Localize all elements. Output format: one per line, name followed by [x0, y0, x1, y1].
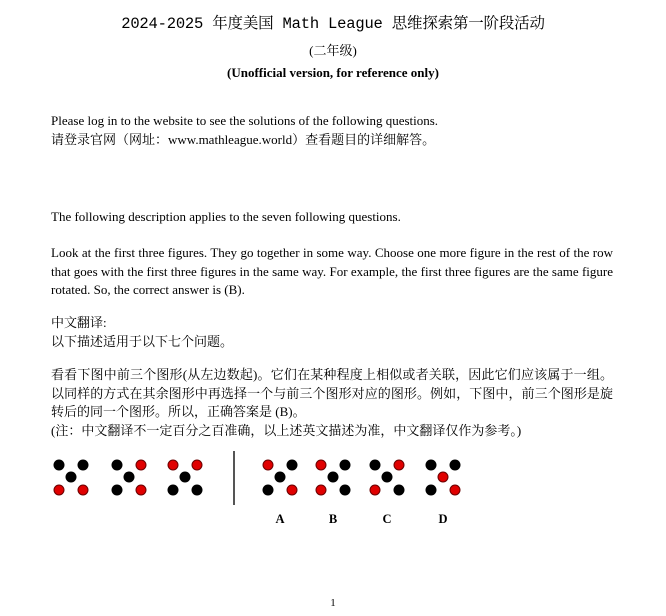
option-label-a: A: [275, 512, 285, 526]
cn-applies-to-text: 以下描述适用于以下七个问题。: [51, 333, 234, 349]
red-dot: [316, 460, 327, 471]
page-number: 1: [330, 597, 336, 609]
figure-separator: [233, 451, 235, 505]
black-dot: [287, 460, 298, 471]
example-figures-row: [0, 440, 666, 540]
red-dot: [168, 460, 179, 471]
black-dot: [180, 472, 191, 483]
black-dot: [112, 460, 123, 471]
red-dot: [316, 485, 327, 496]
black-dot: [112, 485, 123, 496]
applies-to-text: The following description applies to the seven following questions.: [51, 209, 401, 224]
red-dot: [136, 460, 147, 471]
black-dot: [78, 460, 89, 471]
black-dot: [168, 485, 179, 496]
black-dot: [450, 460, 461, 471]
red-dot: [370, 485, 381, 496]
instructions-english: Look at the first three figures. They go together in some way. Choose one more figure in the rest of the row that goes with the first three figures in the same way. For example, the first three figures are the same figure rotated. So, the correct answer is (B).: [51, 245, 613, 297]
translation-block: [51, 314, 613, 351]
red-dot: [263, 460, 274, 471]
option-label-d: D: [438, 512, 448, 526]
black-dot: [340, 485, 351, 496]
black-dot: [275, 472, 286, 483]
black-dot: [328, 472, 339, 483]
black-dot: [426, 460, 437, 471]
black-dot: [382, 472, 393, 483]
instructions-chinese: 看看下图中前三个图形(从左边数起)。它们在某种程度上相似或者关联，因此它们应该属于一组。以同样的方式在其余图形中再选择一个与前三个图形对应的图形。例如，下图中，前三个图形是旋转后的同一个图形。所以，正确答案是 (B)。: [51, 367, 613, 419]
translation-disclaimer: (注：中文翻译不一定百分之百准确，以上述英文描述为准，中文翻译仅作为参考。): [51, 422, 522, 438]
red-dot: [394, 460, 405, 471]
red-dot: [438, 472, 449, 483]
red-dot: [450, 485, 461, 496]
black-dot: [426, 485, 437, 496]
black-dot: [263, 485, 274, 496]
black-dot: [340, 460, 351, 471]
black-dot: [66, 472, 77, 483]
black-dot: [192, 485, 203, 496]
black-dot: [394, 485, 405, 496]
login-notice: [51, 112, 613, 149]
page-title: 2024-2025 年度美国 Math League 思维探索第一阶段活动: [121, 15, 545, 33]
red-dot: [78, 485, 89, 496]
red-dot: [287, 485, 298, 496]
red-dot: [136, 485, 147, 496]
translation-label: 中文翻译:: [51, 315, 107, 330]
black-dot: [54, 460, 65, 471]
red-dot: [192, 460, 203, 471]
unofficial-note: (Unofficial version, for reference only): [227, 65, 439, 80]
login-notice-english: Please log in to the website to see the solutions of the following questions.: [51, 113, 439, 128]
black-dot: [124, 472, 135, 483]
translation-instructions: [51, 366, 613, 440]
red-dot: [54, 485, 65, 496]
login-notice-chinese: 请登录官网（网址：www.mathleague.world）查看题目的详细解答。: [51, 131, 436, 147]
option-label-b: B: [328, 512, 338, 526]
option-label-c: C: [382, 512, 392, 526]
grade-subtitle: (二年级): [309, 43, 357, 58]
black-dot: [370, 460, 381, 471]
